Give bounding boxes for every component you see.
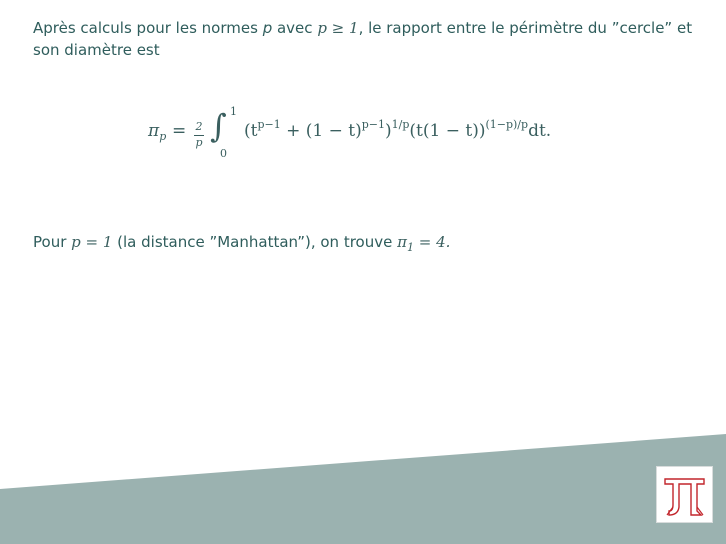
- integral-upper-bound: 1: [230, 105, 237, 118]
- formula-lhs: $\pi_p$: [148, 121, 167, 143]
- condition-math: p ≥ 1: [317, 19, 359, 37]
- fraction-numerator: 2: [195, 120, 203, 133]
- intro-text-3: , le rapport entre le périmètre du ”cercle” et son diamètre est: [33, 19, 693, 59]
- result-math: $\pi_1 = 4$.: [397, 233, 451, 254]
- integrand: $(t^{p-1} + (1 - t)^{p-1})^{1/p}(t(1 - t))^{(1-p)/p}dt$.: [244, 118, 552, 141]
- integral-lower-bound: 0: [220, 147, 227, 160]
- intro-text-2: avec: [272, 19, 318, 37]
- manhattan-text: Pour: [33, 233, 72, 251]
- manhattan-text-2: (la distance ”Manhattan”), on trouve: [112, 233, 398, 251]
- condition-p1: p = 1: [71, 233, 113, 251]
- intro-text: Après calculs pour les normes: [33, 19, 263, 37]
- pi-logo-icon: [656, 466, 713, 523]
- integral-sign: ∫: [210, 107, 227, 145]
- paragraph-intro: [33, 17, 703, 61]
- formula-equals: =: [172, 121, 187, 141]
- variable-p: p: [262, 19, 273, 37]
- formula-pi-p: [148, 103, 588, 165]
- fraction-denominator: p: [195, 136, 203, 149]
- paragraph-manhattan: [33, 231, 450, 255]
